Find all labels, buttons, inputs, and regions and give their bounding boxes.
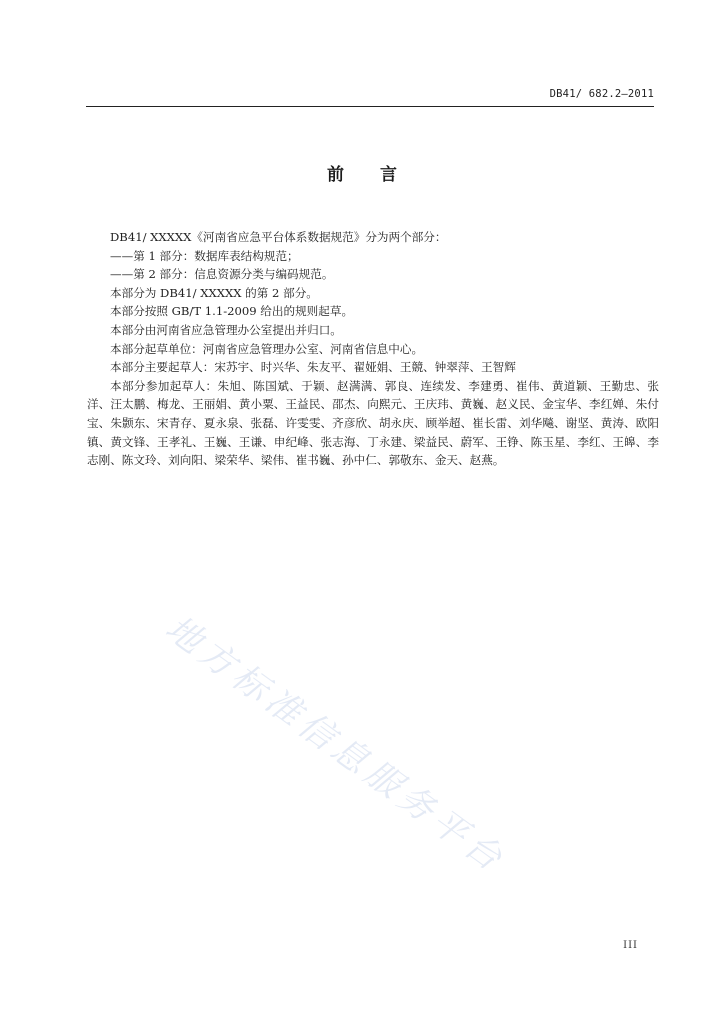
- paragraph-proposer: 本部分由河南省应急管理办公室提出并归口。: [110, 322, 342, 337]
- foreword-body: [87, 228, 659, 470]
- header-rule: [86, 106, 654, 107]
- watermark: 地方标准信息服务平台: [157, 608, 514, 882]
- paragraph-participating-drafters: 本部分参加起草人：朱旭、陈国斌、于颖、赵满满、郭良、连续发、李建勇、崔伟、黄道颖、王勤忠、张洋、汪太鹏、梅龙、王丽娟、黄小粟、王益民、邵杰、向熙元、王庆玮、黄巍、赵义民、金宝华、李红婵、朱付宝、朱颢东、宋青存、夏永泉、张磊、许雯雯、齐彦欣、胡永庆、顾举超、崔长雷、刘华飚、谢坚、黄涛、欧阳镇、黄文锋、王孝礼、王巍、王谦、申纪峰、张志海、丁永建、梁益民、蔚军、王铮、陈玉星、李红、王皞、李志刚、陈文玲、刘向阳、梁荣华、梁伟、崔书巍、孙中仁、郭敬东、金天、赵燕。: [87, 378, 659, 468]
- document-code: DB41/ 682.2—2011: [549, 88, 654, 100]
- paragraph-this-part: 本部分为 DB41/ XXXXX 的第 2 部分。: [110, 285, 318, 300]
- paragraph-part-2: ——第 2 部分：信息资源分类与编码规范。: [110, 267, 334, 282]
- paragraph-drafting-rules: 本部分按照 GB/T 1.1-2009 给出的规则起草。: [110, 304, 354, 319]
- paragraph-scope: DB41/ XXXXX《河南省应急平台体系数据规范》分为两个部分：: [110, 230, 447, 244]
- section-title: 前言: [327, 165, 433, 185]
- page-number: III: [623, 940, 638, 951]
- paragraph-drafting-unit: 本部分起草单位：河南省应急管理办公室、河南省信息中心。: [110, 341, 424, 356]
- paragraph-main-drafters: 本部分主要起草人：宋苏宇、时兴华、朱友平、翟娅娟、王競、钟翠萍、王智辉: [110, 360, 516, 375]
- paragraph-part-1: ——第 1 部分：数据库表结构规范；: [110, 248, 299, 263]
